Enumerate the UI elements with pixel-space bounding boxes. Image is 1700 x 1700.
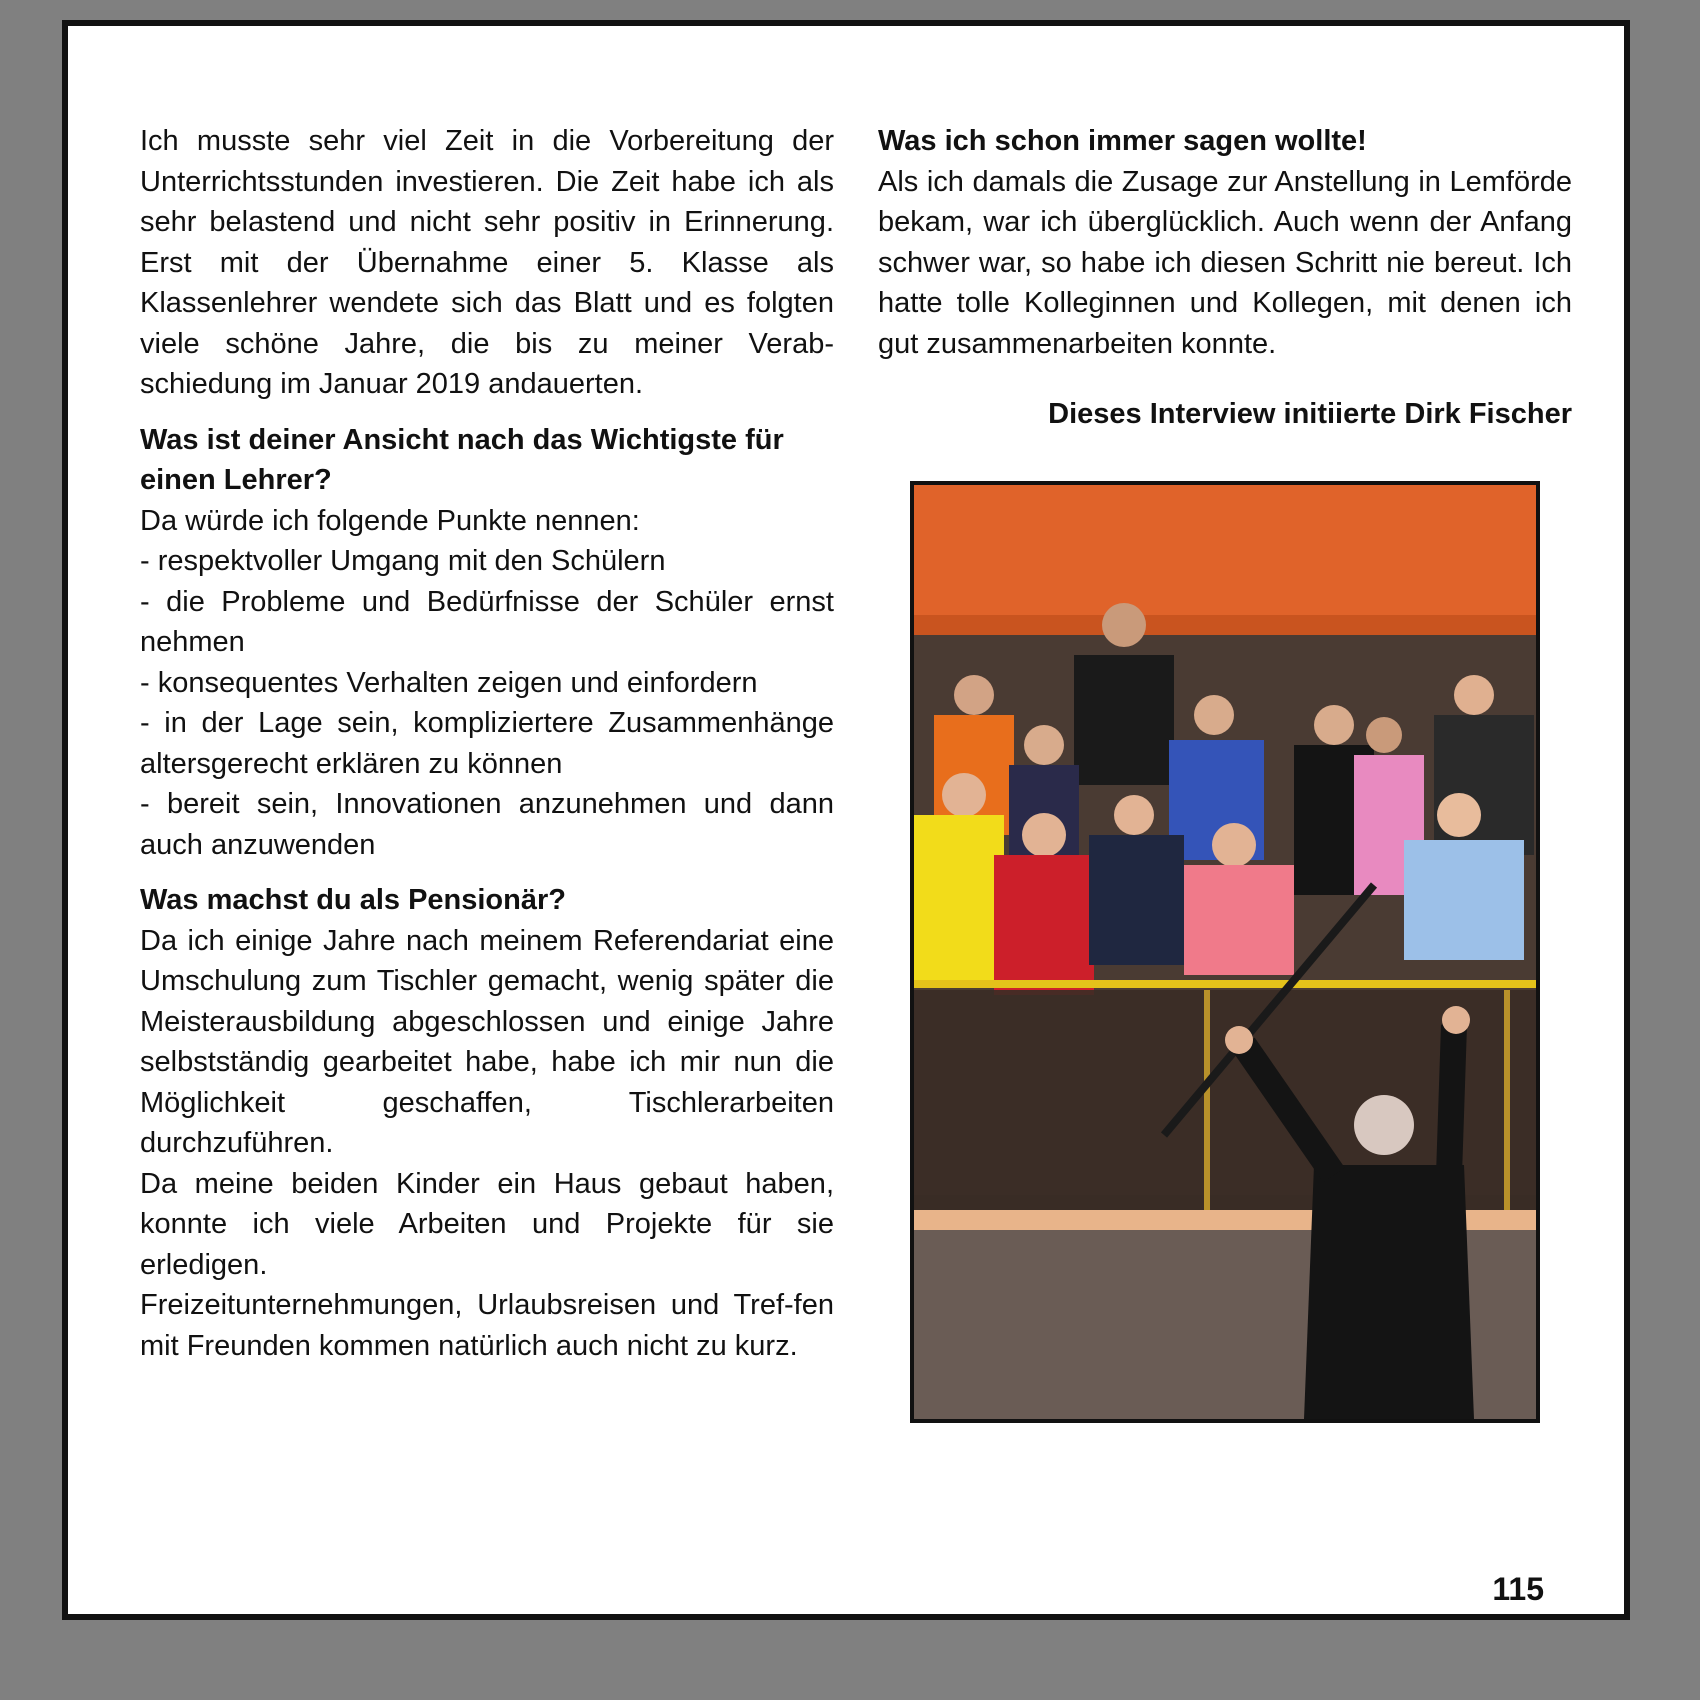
list-item: - respektvoller Umgang mit den Schülern: [140, 545, 666, 577]
intro-paragraph: Ich musste sehr viel Zeit in die Vorbereitung der Unterrichtsstunden investieren. Die Zeit habe ich als sehr belastend und nicht sehr positiv in Erinnerung. Erst mit der Übernahme einer 5. Klasse als Klassenlehrer wendete sich das Blatt und es folgten viele schöne Jahre, die bis zu meiner Verab-schiedung im Januar 2019 andauerten.: [140, 125, 834, 400]
question-always-wanted-to-say: Was ich schon immer sagen wollte!: [878, 125, 1367, 157]
document-page: [62, 20, 1630, 1620]
photo-illustration: [914, 485, 1536, 1419]
left-column: [140, 121, 834, 1366]
list-item: - in der Lage sein, kompliziertere Zusammenhänge altersgerecht erklären zu können: [140, 707, 834, 780]
list-item: - die Probleme und Bedürfnisse der Schüler ernst nehmen: [140, 585, 834, 658]
question-most-important: Was ist deiner Ansicht nach das Wichtigste für einen Lehrer?: [140, 423, 784, 496]
right-column: [878, 121, 1572, 435]
byline: Dieses Interview initiierte Dirk Fischer: [1048, 398, 1572, 430]
answer-paragraph: Da meine beiden Kinder ein Haus gebaut haben, konnte ich viele Arbeiten und Projekte für sie erledigen.: [140, 1167, 834, 1281]
page-number: 115: [1492, 1571, 1544, 1607]
answer-paragraph: Da ich einige Jahre nach meinem Referendariat eine Umschulung zum Tischler gemacht, wenig später die Meisterausbildung abgeschlossen und einige Jahre selbstständig gearbeitet habe, habe ich mir nun die Möglichkeit geschaffen, Tischlerarbeiten durchzuführen.: [140, 924, 834, 1159]
list-item: - bereit sein, Innovationen anzunehmen und dann auch anzuwenden: [140, 788, 834, 861]
answer-paragraph: Als ich damals die Zusage zur Anstellung in Lemförde bekam, war ich überglücklich. Auch wenn der Anfang schwer war, so habe ich diesen Schritt nie bereut. Ich hatte tolle Kolleginnen und Kollegen, mit denen ich gut zusammenarbeiten konnte.: [878, 165, 1572, 360]
answer-list: [140, 501, 834, 866]
answer-paragraph: Freizeitunternehmungen, Urlaubsreisen und Tref-fen mit Freunden kommen natürlich auch nicht zu kurz.: [140, 1289, 834, 1362]
question-pensioner: Was machst du als Pensionär?: [140, 884, 566, 916]
list-item: - konsequentes Verhalten zeigen und einfordern: [140, 666, 758, 699]
answer-intro: Da würde ich folgende Punkte nennen:: [140, 504, 640, 537]
sports-hall-photo: [910, 481, 1540, 1423]
